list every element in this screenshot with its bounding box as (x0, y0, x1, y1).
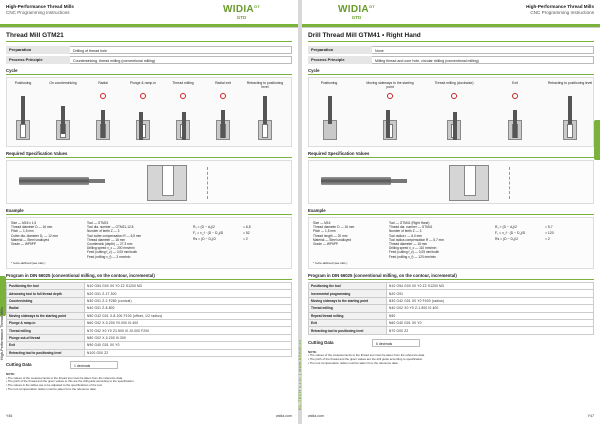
table-row: Moving sideways to the starting point N30 G42 G01 X0 Y0 F400 (radius) (309, 297, 594, 304)
dimension-lines (509, 167, 589, 199)
cycle-step-label: Retracting to positioning level (246, 81, 284, 89)
notes-block (308, 351, 594, 366)
page-number: Y47 (587, 414, 594, 418)
info-label: Process Principle (308, 56, 372, 64)
example-line: Tool — GTM41 (Right Hand) (389, 221, 430, 225)
cycle-step-label: Radial (98, 81, 108, 85)
cutting-label: Cutting Data (6, 362, 32, 368)
example-line: Size — M16 (313, 221, 331, 225)
page-number: Y46 (6, 414, 13, 418)
formula-block: R₁ = (D − d₁)/2 F₁ = v_f · (D − D₁)/D Rs = (D − D₁)/2 (193, 225, 224, 241)
example-line: Tool radius r — 6,0 mm (389, 233, 422, 238)
cycle-step-image (383, 100, 397, 140)
right-header-title: High-Performance Thread Mills (526, 4, 594, 9)
section-tab[interactable] (594, 120, 600, 160)
cycle-step-image (56, 100, 70, 140)
example-line: Thread length — 20 mm (313, 233, 348, 238)
example-line: Material — Steel unalloyed (11, 237, 50, 242)
info-label: Preparation (308, 46, 372, 54)
table-row: Thread milling N40 G02 X0 Y0 Z-1.500 I0.400 (309, 305, 594, 312)
example-box (308, 217, 594, 269)
table-row: Incremental programming N20 G91 (309, 290, 594, 297)
formula-block: = 5,7 = 120 = 2 (545, 225, 554, 241)
workpiece-section-image (449, 165, 489, 201)
cycle-step-label: Retracting to positioning level (547, 81, 593, 85)
cycle-step-label: Moving sideways to the starting point (366, 81, 414, 89)
example-line: Drilling speed v_c — 110 mm/min (389, 246, 437, 251)
cycle-step-label: On countersinking (49, 81, 77, 85)
example-line: Material — Steel unalloyed (313, 237, 352, 242)
cycle-diagram (6, 77, 292, 147)
example-line: Tool — GTM21 (87, 221, 109, 225)
cutting-label: Cutting Data (308, 340, 334, 346)
example-line: Grade — WP5PP (313, 242, 338, 247)
example-line: Feed (milling v_f) — 120 mm/min (389, 254, 436, 259)
example-line: Grade — WP5PP (11, 242, 36, 247)
spec-diagram (6, 160, 292, 204)
header-green-bar (0, 24, 298, 27)
table-row: Retracting tool to positioning level N70 G00 Z2 (309, 327, 594, 334)
table-row: Positioning the tool N10 G54 G00 X0 Y0 Z2 S1200 M3 (309, 283, 594, 290)
left-header (0, 0, 298, 28)
cycle-marker-icon (180, 93, 186, 99)
example-line: Thread diameter — 16 mm (87, 237, 126, 242)
right-header (302, 0, 600, 28)
right-header-subtitle: CNC Programming Instructions (530, 10, 594, 15)
cycle-marker-icon (387, 93, 393, 99)
table-row: Exit N90 G40 G01 X0 Y0 (7, 342, 292, 349)
example-col-1 (11, 221, 81, 246)
table-row: Plunge out-of thread N80 G02 X-0.200 I0.300 (7, 334, 292, 341)
cycle-marker-icon (220, 93, 226, 99)
spec-diagram (308, 160, 594, 204)
info-row (6, 46, 292, 54)
info-table (308, 46, 594, 64)
right-header-text (526, 4, 594, 16)
cycle-heading: Cycle (308, 68, 594, 75)
cutting-data (308, 339, 594, 347)
note-line: • The tool compensation radius must be taken from the reference data. (308, 360, 399, 365)
example-box (6, 217, 292, 269)
drill-thread-mill-tool-image (321, 177, 391, 185)
spec-heading: Required Specification Values (308, 151, 594, 158)
table-row: Plunge & ramp-in N60 G02 X-0.200 Y0.000 I0.400 (7, 319, 292, 326)
example-line: Cutter dia. diameter D₁ — 12 mm (11, 233, 58, 238)
thread-mill-shank-image (89, 179, 105, 183)
footer-site: widia.com (276, 414, 292, 418)
table-row: Radial N40 G01 Z-8.800 (7, 305, 292, 312)
program-heading: Program in DIN 66025 (conventional milling, on the contour, incremental) (6, 273, 292, 280)
example-line: Feed (milling v_f) — 3 mm/min (87, 254, 131, 259)
page-title: Drill Thread Mill GTM41 • Right Hand (308, 32, 421, 39)
title-rule (6, 41, 292, 42)
info-value: None (372, 46, 594, 54)
info-label: Preparation (6, 46, 70, 54)
note-line: • The pitch of the thread and the given values to this are the drill guide according to the specification. (6, 379, 135, 384)
cycle-step-label: Positioning (320, 81, 338, 85)
note-line: • The tool compensation radius must be taken from the reference data. (6, 386, 97, 391)
title-rule (308, 41, 594, 42)
cycle-step-image (176, 100, 190, 140)
cutting-value: 6 decimals (372, 339, 420, 347)
example-col-2 (389, 221, 479, 259)
table-row: Moving sideways to the starting point N50 G42 G01 X-8.200 F100 (offset, 1/2 radius) (7, 312, 292, 319)
widia-logo: $WIDIA^{GT}$ GTD (338, 4, 376, 20)
example-heading: Example (6, 208, 292, 215)
example-line: Thread diameter — 16 mm (389, 242, 428, 247)
table-row: Repeat thread milling N50 (309, 312, 594, 319)
example-line: Feed (cutting f_z) — 0,05 mm/tooth (389, 250, 440, 255)
example-line: Thread dia. number — GTM41 (389, 225, 433, 230)
cycle-step-image (136, 100, 150, 140)
example-line: Tool dia. number — GTM21-12.8 (87, 225, 134, 230)
program-table (308, 282, 594, 335)
drill-thread-mill-shank-image (391, 179, 407, 183)
note-line: NOTE: (6, 371, 15, 376)
table-row: Advancing tool to full thread depth N20 G01 Z-27.300 (7, 290, 292, 297)
left-header-subtitle: CNC Programming Instructions (6, 10, 70, 15)
example-line: Size — M16 x 1,5 (11, 221, 37, 225)
cycle-step-label: Exit (512, 81, 518, 85)
table-row: Positioning the tool N10 G54 G00 X0 Y0 Z2 S1200 M3 (7, 283, 292, 290)
info-row (308, 46, 594, 54)
note-line: • The values of the measurements to the thread tool must be taken from the reference data. (308, 353, 425, 358)
note-line: NOTE: (308, 349, 317, 354)
cycle-marker-icon (140, 93, 146, 99)
cycle-marker-icon (512, 93, 518, 99)
example-heading: Example (308, 208, 594, 215)
program-heading: Program in DIN 66025 (conventional milling, on the contour, incremental) (308, 273, 594, 280)
cycle-diagram (308, 77, 594, 147)
notes-block (6, 373, 292, 392)
cycle-step-image (323, 100, 337, 140)
example-col-1 (313, 221, 383, 246)
cycle-step-label: Plunge & ramp-in (129, 81, 157, 85)
spec-heading: Required Specification Values (6, 151, 292, 158)
right-page (302, 0, 600, 424)
example-line: Number of teeth Z — 3 (87, 229, 120, 234)
table-row: Exit N60 G40 G01 X0 Y0 (309, 319, 594, 326)
example-line: Feed (cutting f_z) — 0,05 mm/tooth (87, 250, 138, 255)
example-line: Tool radius compensation R — 5,7 mm (389, 237, 444, 242)
info-row (308, 56, 594, 64)
info-table (6, 46, 292, 64)
program-table (6, 282, 292, 357)
example-note: * to-be-defined (see calc.) (11, 260, 46, 265)
cycle-step-image (508, 100, 522, 140)
formula-block: R₁ = (D − d₁)/2 F₁ = v_f · (D − D₁)/D Rs = (D − D₁)/2 (495, 225, 526, 241)
info-value: Drilling of thread hole (70, 46, 292, 54)
dimension-lines (207, 167, 287, 199)
cycle-marker-icon (100, 93, 106, 99)
example-line: Drilling speed v_c — 200 mm/min (87, 246, 135, 251)
cycle-step-label: Thread milling (clockwise) (434, 81, 474, 85)
footer-site: widia.com (308, 414, 324, 418)
workpiece-section-image (147, 165, 187, 201)
info-value: Milling thread and core hole, circular drilling (conventional milling) (372, 56, 594, 64)
info-value: Countersinking, thread milling (conventional milling) (70, 56, 292, 64)
table-row: Countersinking N30 G01 Z-2 F280 (conical) (7, 297, 292, 304)
example-line: Tool cutter compensation R — 6,5 mm (87, 233, 142, 238)
note-line: • The values of the measurements to the thread tool must be taken from the reference data. (6, 375, 123, 380)
cycle-step-image (563, 100, 577, 140)
cycle-step-label: Thread milling (172, 81, 194, 85)
thread-mill-tool-image (19, 177, 89, 185)
left-header-text (6, 4, 74, 16)
cycle-step-image (96, 100, 110, 140)
info-label: Process Principle (6, 56, 70, 64)
side-section-label: High-Performance Thread Mills (0, 306, 4, 360)
example-note: * to-be-defined (see calc.) (313, 260, 348, 265)
table-row: Thread milling N70 G02 X0 Y0 Z1.500 I0 J0.000 F200 (7, 327, 292, 334)
example-line: Thread diameter D — 16 mm (313, 225, 355, 230)
cycle-step-image (447, 100, 461, 140)
example-line: Number of teeth Z — 3 (389, 229, 422, 234)
example-line: Pitch — 1,5 mm (11, 229, 34, 234)
formula-block: = 6,5 = 52 = 2 (243, 225, 251, 241)
widia-logo: $WIDIA^{GT}$ GTD (223, 4, 261, 20)
cutting-value: 1 decimals (70, 361, 118, 369)
info-row (6, 56, 292, 64)
example-line: Thread diameter D — 16 mm (11, 225, 53, 230)
example-line: Countersink (depth) — 27,3 mm (87, 242, 133, 247)
example-line: Pitch — 1,5 mm (313, 229, 336, 234)
left-header-title: High-Performance Thread Mills (6, 4, 74, 9)
cutting-data (6, 361, 292, 369)
cycle-step-image (258, 100, 272, 140)
cycle-step-label: Radial exit (215, 81, 231, 85)
left-page (0, 0, 298, 424)
example-col-2 (87, 221, 177, 259)
cycle-step-label: Positioning (14, 81, 32, 85)
cycle-step-image (216, 100, 230, 140)
kl-tech-watermark: KL-TECH s.r.o. | www.kltech.cz (297, 339, 302, 410)
header-green-bar (302, 24, 600, 27)
note-line: • The values in the tables are to be adjusted to the specifications of the tool. (6, 383, 103, 388)
cycle-marker-icon (451, 93, 457, 99)
cycle-heading: Cycle (6, 68, 292, 75)
page-title: Thread Mill GTM21 (6, 32, 64, 39)
note-line: • The pitch of the thread and the given values are the drill guide according to specification. (308, 357, 424, 362)
cycle-step-image (16, 100, 30, 140)
table-row: Retracting tool to positioning level N100 G00 Z2 (7, 349, 292, 356)
